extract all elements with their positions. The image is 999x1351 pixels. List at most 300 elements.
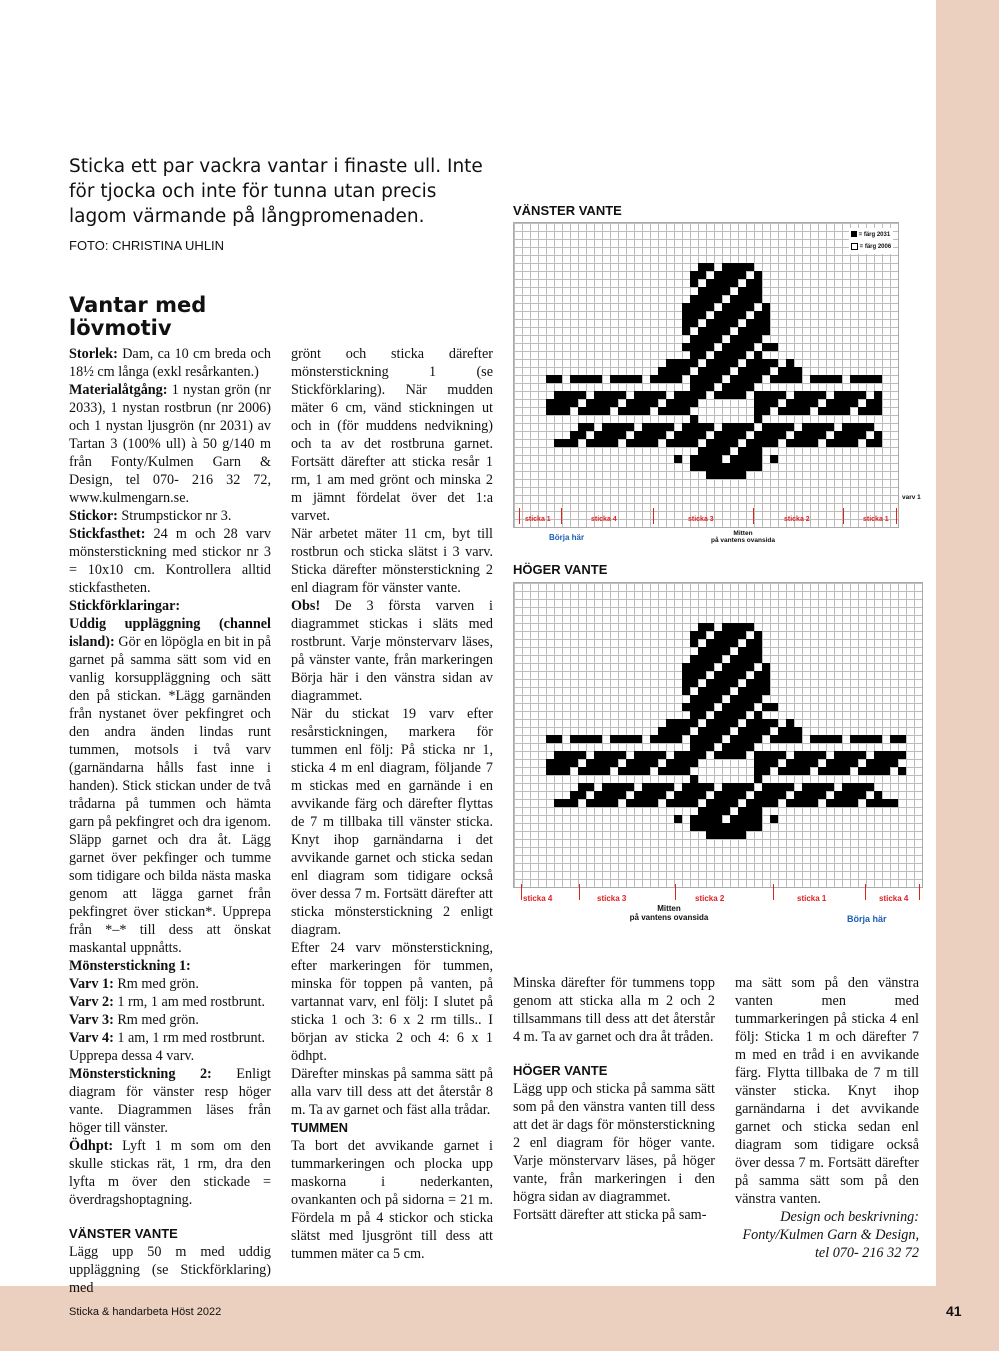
pattern-cell [746,295,754,303]
pattern-cell [850,423,858,431]
pattern-cell [754,711,762,719]
pattern-cell [634,767,642,775]
pattern-cell [738,311,746,319]
pattern-cell [714,319,722,327]
pattern-cell [610,431,618,439]
pattern-cell [634,759,642,767]
pattern-cell [554,751,562,759]
term-label: Stickor: [69,508,118,524]
pattern-cell [746,815,754,823]
pattern-cell [650,431,658,439]
pattern-cell [730,639,738,647]
pattern-cell [810,391,818,399]
pattern-cell [642,799,650,807]
pattern-cell [698,311,706,319]
pattern-cell [650,791,658,799]
pattern-cell [690,391,698,399]
pattern-cell [682,703,690,711]
pattern-cell [770,359,778,367]
pattern-cell [714,375,722,383]
pattern-cell [666,719,674,727]
pattern-cell [770,455,778,463]
pattern-cell [706,367,714,375]
pattern-cell [658,423,666,431]
pattern-cell [618,391,626,399]
pattern-cell [818,751,826,759]
pattern-cell [794,767,802,775]
pattern-cell [610,799,618,807]
pattern-cell [730,335,738,343]
pattern-cell [858,735,866,743]
paragraph [69,1137,271,1209]
pattern-cell [882,767,890,775]
pattern-cell [754,407,762,415]
pattern-cell [682,399,690,407]
pattern-cell [706,655,714,663]
pattern-cell [690,711,698,719]
pattern-cell [746,463,754,471]
pattern-cell [834,759,842,767]
pattern-cell [770,423,778,431]
pattern-cell [754,655,762,663]
pattern-cell [674,791,682,799]
pattern-cell [674,367,682,375]
pattern-cell [738,687,746,695]
pattern-cell [690,823,698,831]
pattern-cell [714,711,722,719]
pattern-cell [626,783,634,791]
sticka-label: sticka 1 [863,516,889,523]
pattern-cell [738,791,746,799]
pattern-cell [722,807,730,815]
pattern-cell [706,439,714,447]
pattern-cell [698,463,706,471]
pattern-cell [722,687,730,695]
pattern-cell [730,383,738,391]
pattern-cell [690,311,698,319]
pattern-cell [818,423,826,431]
subheading-tummen: TUMMEN [291,1120,349,1135]
pattern-cell [770,759,778,767]
pattern-cell [858,375,866,383]
pattern-cell [682,303,690,311]
pattern-cell [730,359,738,367]
pattern-cell [754,799,762,807]
pattern-cell [778,735,786,743]
pattern-cell [706,703,714,711]
pattern-cell [850,439,858,447]
pattern-cell [770,815,778,823]
paragraph [69,1047,271,1065]
pattern-cell [874,431,882,439]
pattern-cell [874,751,882,759]
pattern-cell [794,727,802,735]
pattern-cell [722,703,730,711]
pattern-cell [690,639,698,647]
paragraph [69,381,271,507]
pattern-cell [610,423,618,431]
pattern-cell [738,647,746,655]
term-text: Rm med grön. [113,976,199,992]
pattern-cell [738,711,746,719]
pattern-cell [602,423,610,431]
pattern-cell [626,407,634,415]
pattern-cell [754,439,762,447]
pattern-cell [706,447,714,455]
pattern-cell [674,735,682,743]
pattern-cell [562,799,570,807]
pattern-cell [818,783,826,791]
pattern-cell [730,663,738,671]
pattern-cell [794,759,802,767]
pattern-cell [842,431,850,439]
pattern-cell [730,671,738,679]
pattern-cell [746,735,754,743]
pattern-cell [762,799,770,807]
pattern-cell [610,735,618,743]
start-marker: Börja här [847,914,887,924]
pattern-cell [834,439,842,447]
term-text: Enligt diagram för vänster resp höger vante. Diagrammen läses från höger till vänster. [69,1066,271,1136]
pattern-cell [570,439,578,447]
pattern-cell [866,375,874,383]
pattern-cell [706,263,714,271]
pattern-cell [834,375,842,383]
pattern-cell [714,799,722,807]
pattern-cell [738,295,746,303]
pattern-cell [642,751,650,759]
pattern-cell [730,743,738,751]
pattern-cell [802,767,810,775]
pattern-cell [770,799,778,807]
subheading-vanster: VÄNSTER VANTE [69,1226,178,1241]
term-label: Mönsterstickning 1: [69,958,191,974]
pattern-cell [754,375,762,383]
pattern-cell [818,391,826,399]
pattern-cell [626,735,634,743]
paragraph [69,993,271,1011]
term-label: Materialåtgång: [69,382,168,398]
pattern-cell [810,439,818,447]
pattern-cell [722,751,730,759]
pattern-cell [834,751,842,759]
pattern-cell [722,743,730,751]
pattern-cell [666,423,674,431]
pattern-cell [554,799,562,807]
pattern-cell [826,399,834,407]
pattern-cell [578,375,586,383]
pattern-cell [770,391,778,399]
pattern-cell [586,783,594,791]
pattern-cell [666,799,674,807]
intro-text: Sticka ett par vackra vantar i finaste ull. Inte för tjocka och inte för tunna utan precis lagom värmande på långpromenaden. [69,156,483,227]
pattern-cell [618,783,626,791]
pattern-cell [626,799,634,807]
pattern-cell [770,719,778,727]
pattern-cell [786,783,794,791]
paragraph: grönt och sticka därefter mönsterstickning 1 (se Stickförklaring). När mudden mäter 6 cm, vänd stickningen ut och in (för muddens nedvikning) och ta av det rostbruna garnet. Fortsätt därefter att sticka resår 1 rm, 1 am med grönt och minska 2 m jämnt fördelat över det 1:a varvet. [291,346,493,524]
pattern-cell [634,751,642,759]
pattern-cell [754,327,762,335]
pattern-cell [762,311,770,319]
paragraph [69,1029,271,1047]
pattern-cell [778,367,786,375]
term-label: Varv 1: [69,976,114,992]
pattern-cell [738,743,746,751]
page-number: 41 [946,1303,962,1319]
pattern-cell [706,319,714,327]
pattern-cell [754,671,762,679]
pattern-cell [746,639,754,647]
pattern-cell [842,783,850,791]
pattern-cell [786,423,794,431]
pattern-cell [722,447,730,455]
pattern-cell [738,431,746,439]
pattern-cell [618,423,626,431]
pattern-cell [810,431,818,439]
pattern-cell [754,815,762,823]
tick [653,508,654,524]
pattern-cell [570,759,578,767]
pattern-cell [738,423,746,431]
pattern-cell [746,719,754,727]
pattern-cell [738,735,746,743]
pattern-cell [706,783,714,791]
pattern-cell [850,751,858,759]
pattern-cell [834,407,842,415]
pattern-cell [866,399,874,407]
term-label: Stickförklaringar: [69,598,181,614]
tick [561,508,562,524]
tick [753,508,754,524]
pattern-cell [690,271,698,279]
pattern-cell [722,823,730,831]
pattern-cell [826,783,834,791]
pattern-cell [858,431,866,439]
pattern-cell [698,791,706,799]
pattern-cell [666,727,674,735]
pattern-cell [706,423,714,431]
pattern-cell [746,783,754,791]
pattern-cell [762,367,770,375]
pattern-cell [634,399,642,407]
pattern-cell [738,727,746,735]
pattern-cell [730,295,738,303]
pattern-cell [690,783,698,791]
pattern-cell [786,439,794,447]
pattern-cell [666,759,674,767]
pattern-cell [882,799,890,807]
sticka-label: sticka 4 [591,516,617,523]
term-text: 1 rm, 1 am med rostbrunt. [113,994,266,1010]
pattern-cell [714,631,722,639]
pattern-cell [754,455,762,463]
pattern-cell [674,439,682,447]
pattern-cell [754,679,762,687]
paragraph: Efter 24 varv mönsterstickning, efter markeringen för tummen, minska för toppen på vanten, på vartannat varv, enl följ: I slutet på sticka 1 och 3: 6 x 2 rm tills.. I början av sticka 2 och 4: 6 x 1 ödhpt. [291,940,493,1064]
paragraph: Därefter minskas på samma sätt på alla varv till dess att det återstår 8 m. Ta av garnet och fäst alla trådar. [291,1066,493,1118]
pattern-cell [698,663,706,671]
pattern-cell [842,751,850,759]
pattern-cell [690,319,698,327]
pattern-cell [786,367,794,375]
pattern-cell [866,759,874,767]
pattern-cell [754,319,762,327]
pattern-cell [826,375,834,383]
pattern-cell [578,791,586,799]
term-label: Varv 4: [69,1030,114,1046]
pattern-cell [730,455,738,463]
pattern-cell [698,711,706,719]
pattern-cell [738,831,746,839]
pattern-cell [778,423,786,431]
pattern-cell [634,407,642,415]
pattern-cell [818,407,826,415]
pattern-cell [658,791,666,799]
pattern-cell [746,455,754,463]
pattern-cell [818,767,826,775]
pattern-cell [570,791,578,799]
pattern-cell [682,311,690,319]
pattern-cell [730,303,738,311]
paragraph [69,345,271,381]
pattern-cell [770,399,778,407]
pattern-cell [770,735,778,743]
pattern-cell [826,799,834,807]
pattern-cell [882,759,890,767]
pattern-cell [850,735,858,743]
pattern-cell [730,343,738,351]
pattern-cell [658,783,666,791]
diagram-left [513,222,921,548]
pattern-cell [634,375,642,383]
pattern-cell [658,431,666,439]
pattern-cell [650,783,658,791]
pattern-cell [642,783,650,791]
pattern-cell [690,655,698,663]
pattern-cell [618,791,626,799]
pattern-cell [674,359,682,367]
pattern-cell [722,271,730,279]
pattern-cell [698,647,706,655]
legend-item-dark: = färg 2031 [851,229,891,241]
pattern-cell [698,727,706,735]
pattern-cell [802,751,810,759]
pattern-cell [698,823,706,831]
pattern-cell [754,391,762,399]
tick [579,884,580,900]
pattern-cell [706,359,714,367]
text-column-2 [291,345,493,1263]
pattern-cell [690,335,698,343]
pattern-cell [690,303,698,311]
pattern-cell [586,439,594,447]
pattern-cell [794,391,802,399]
pattern-cell [842,407,850,415]
pattern-cell [746,327,754,335]
pattern-cell [618,431,626,439]
pattern-cell [690,455,698,463]
pattern-cell [842,767,850,775]
pattern-cell [714,463,722,471]
pattern-cell [794,735,802,743]
pattern-cell [746,263,754,271]
pattern-cell [674,455,682,463]
pattern-cell [834,391,842,399]
pattern-cell [714,735,722,743]
pattern-cell [730,263,738,271]
pattern-cell [738,383,746,391]
pattern-cell [650,735,658,743]
pattern-cell [610,751,618,759]
pattern-cell [594,439,602,447]
pattern-cell [714,391,722,399]
pattern-cell [714,815,722,823]
pattern-cell [714,671,722,679]
pattern-cell [690,751,698,759]
pattern-cell [698,631,706,639]
pattern-cell [762,703,770,711]
pattern-cell [602,767,610,775]
pattern-grid-right [513,582,923,888]
pattern-cell [546,767,554,775]
pattern-cell [770,375,778,383]
pattern-cell [714,455,722,463]
sticka-label: sticka 2 [695,894,725,903]
pattern-cell [802,399,810,407]
pattern-cell [730,375,738,383]
pattern-cell [706,303,714,311]
tick [919,884,920,900]
pattern-cell [682,671,690,679]
pattern-cell [682,791,690,799]
pattern-cell [594,735,602,743]
pattern-cell [778,767,786,775]
sticka-label: sticka 4 [523,894,553,903]
pattern-cell [714,471,722,479]
pattern-cell [698,695,706,703]
pattern-cell [714,751,722,759]
pattern-cell [578,735,586,743]
pattern-cell [778,791,786,799]
pattern-cell [714,367,722,375]
pattern-cell [738,351,746,359]
pattern-cell [578,767,586,775]
pattern-cell [818,735,826,743]
pattern-cell [690,671,698,679]
pattern-cell [570,431,578,439]
pattern-cell [786,359,794,367]
pattern-cell [754,287,762,295]
pattern-cell [714,823,722,831]
pattern-cell [698,815,706,823]
pattern-cell [730,623,738,631]
pattern-cell [698,391,706,399]
pattern-cell [602,431,610,439]
pattern-cell [762,671,770,679]
pattern-cell [722,711,730,719]
pattern-cell [794,399,802,407]
tick [896,508,897,524]
pattern-cell [690,295,698,303]
pattern-cell [698,431,706,439]
pattern-cell [698,703,706,711]
pattern-cell [706,647,714,655]
pattern-cell [754,807,762,815]
pattern-cell [706,679,714,687]
pattern-cell [698,367,706,375]
pattern-cell [762,791,770,799]
